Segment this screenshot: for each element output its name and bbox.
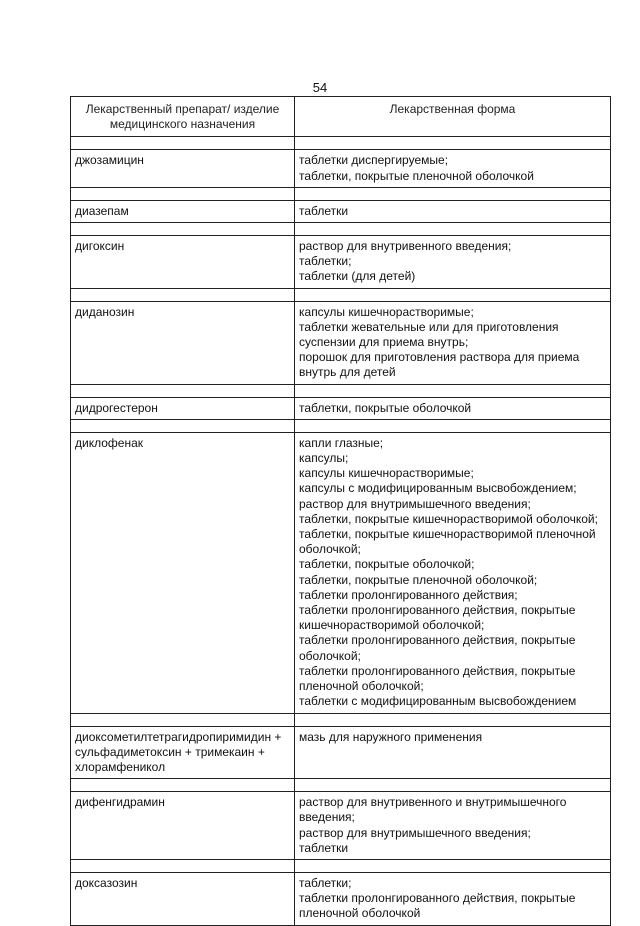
gap-cell	[71, 137, 295, 150]
drug-name-cell: доксазозин	[71, 872, 295, 925]
table-row	[71, 397, 611, 419]
dosage-form-item: капсулы;	[299, 451, 349, 466]
row-gap	[71, 713, 611, 726]
dosage-form-item: порошок для приготовления раствора для приема внутрь для детей	[299, 350, 583, 380]
gap-cell	[71, 779, 295, 792]
table-row	[71, 726, 611, 779]
dosage-form-cell	[295, 432, 611, 713]
gap-cell	[295, 859, 611, 872]
dosage-form-item: таблетки пролонгированного действия, покрытые пленочной оболочкой	[299, 891, 579, 921]
dosage-form-item: таблетки диспергируемые;	[299, 153, 449, 168]
row-gap	[71, 137, 611, 150]
gap-cell	[295, 384, 611, 397]
dosage-form-item: таблетки (для детей)	[299, 269, 416, 284]
table-row	[71, 432, 611, 713]
row-gap	[71, 859, 611, 872]
dosage-form-item: таблетки, покрытые оболочкой;	[299, 557, 475, 572]
table-row	[71, 792, 611, 860]
dosage-form-cell	[295, 872, 611, 925]
dosage-form-item: таблетки, покрытые пленочной оболочкой	[299, 168, 534, 183]
gap-cell	[71, 187, 295, 200]
row-gap	[71, 223, 611, 236]
gap-cell	[295, 137, 611, 150]
dosage-form-item: раствор для внутривенного введения;	[299, 239, 512, 254]
table-header-row	[71, 97, 611, 137]
header-dosage-form: Лекарственная форма	[295, 97, 611, 137]
table-body	[71, 137, 611, 925]
drug-name-cell: дигоксин	[71, 236, 295, 289]
dosage-form-item: раствор для внутримышечного введения;	[299, 496, 531, 511]
dosage-form-item: таблетки пролонгированного действия, покрытые пленочной оболочкой;	[299, 663, 579, 694]
drug-name-cell: диданозин	[71, 301, 295, 384]
dosage-form-cell	[295, 792, 611, 860]
dosage-form-cell	[295, 200, 611, 222]
dosage-form-item: капли глазные;	[299, 435, 384, 450]
drug-name-cell: дидрогестерон	[71, 397, 295, 419]
drug-name-cell: диазепам	[71, 200, 295, 222]
row-gap	[71, 187, 611, 200]
dosage-form-item: таблетки жевательные или для приготовления суспензии для приема внутрь;	[299, 319, 562, 350]
table-row	[71, 150, 611, 187]
gap-cell	[295, 419, 611, 432]
table-row	[71, 200, 611, 222]
gap-cell	[71, 859, 295, 872]
medication-table	[70, 96, 611, 926]
dosage-form-item: таблетки пролонгированного действия;	[299, 587, 518, 602]
gap-cell	[71, 419, 295, 432]
page-number: 54	[312, 80, 328, 95]
dosage-form-item: таблетки, покрытые оболочкой	[299, 400, 472, 415]
row-gap	[71, 288, 611, 301]
table-row	[71, 236, 611, 289]
dosage-form-item: таблетки с модифицированным высвобождением	[299, 694, 577, 709]
dosage-form-item: мазь для наружного применения	[299, 729, 483, 744]
dosage-form-cell	[295, 236, 611, 289]
dosage-form-cell	[295, 150, 611, 187]
row-gap	[71, 419, 611, 432]
gap-cell	[71, 223, 295, 236]
gap-cell	[295, 779, 611, 792]
dosage-form-item: таблетки	[299, 840, 349, 855]
dosage-form-item: таблетки, покрытые пленочной оболочкой;	[299, 572, 538, 587]
dosage-form-item: таблетки	[299, 203, 349, 218]
dosage-form-item: таблетки, покрытые кишечнорастворимой оболочкой;	[299, 511, 598, 526]
row-gap	[71, 384, 611, 397]
dosage-form-item: раствор для внутривенного и внутримышечного введения;	[299, 795, 570, 825]
drug-name-cell: джозамицин	[71, 150, 295, 187]
dosage-form-item: капсулы кишечнорастворимые;	[299, 304, 474, 319]
dosage-form-item: капсулы кишечнорастворимые;	[299, 466, 474, 481]
dosage-form-item: таблетки пролонгированного действия, покрытые оболочкой;	[299, 633, 579, 663]
table-row	[71, 301, 611, 384]
dosage-form-item: таблетки, покрытые кишечнорастворимой пленочной оболочкой;	[299, 527, 599, 557]
dosage-form-cell	[295, 301, 611, 384]
dosage-form-item: таблетки пролонгированного действия, покрытые кишечнорастворимой оболочкой;	[299, 603, 579, 633]
drug-name-cell: диоксометилтетрагидропиримидин + сульфадиметоксин + тримекаин + хлорамфеникол	[71, 726, 295, 779]
gap-cell	[71, 288, 295, 301]
gap-cell	[295, 713, 611, 726]
table-row	[71, 872, 611, 925]
dosage-form-item: капсулы с модифицированным высвобождением;	[299, 481, 577, 496]
drug-name-cell: диклофенак	[71, 432, 295, 713]
dosage-form-item: таблетки;	[299, 254, 352, 269]
row-gap	[71, 779, 611, 792]
gap-cell	[71, 713, 295, 726]
gap-cell	[295, 288, 611, 301]
dosage-form-item: раствор для внутримышечного введения;	[299, 825, 531, 840]
gap-cell	[295, 187, 611, 200]
dosage-form-cell	[295, 397, 611, 419]
header-drug-name: Лекарственный препарат/ изделие медицинского назначения	[71, 97, 295, 137]
gap-cell	[295, 223, 611, 236]
gap-cell	[71, 384, 295, 397]
drug-name-cell: дифенгидрамин	[71, 792, 295, 860]
dosage-form-cell	[295, 726, 611, 779]
dosage-form-item: таблетки;	[299, 875, 352, 890]
